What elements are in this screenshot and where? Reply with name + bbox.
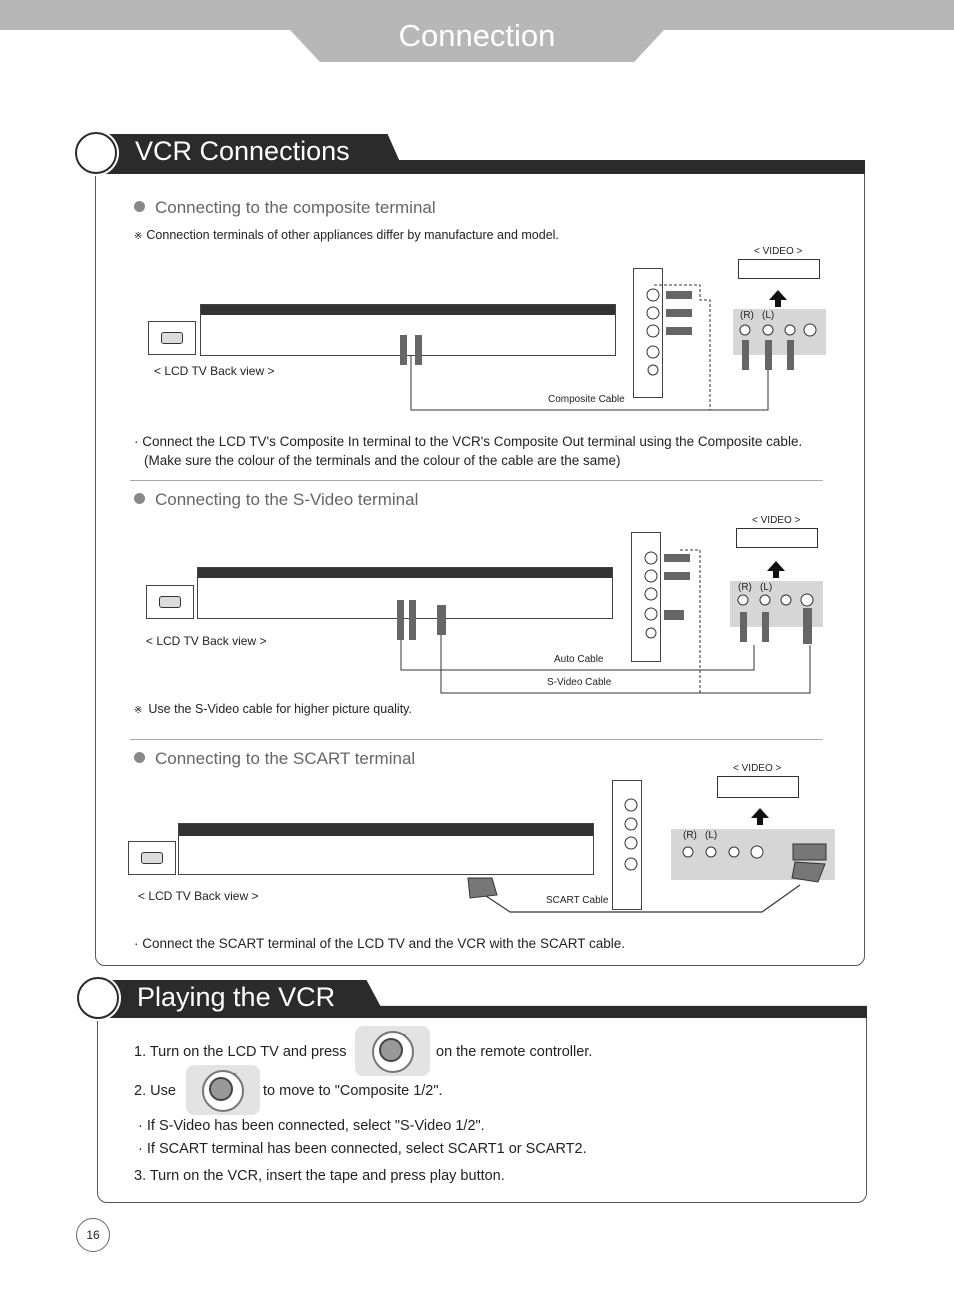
svideo-audio-cable-label: Auto Cable [554,654,604,665]
scart-heading: Connecting to the SCART terminal [134,749,415,769]
svideo-l-label: (L) [760,582,773,593]
scart-instruction: · Connect the SCART terminal of the LCD TV and the VCR with the SCART cable. [134,936,625,951]
source-button-image [186,1065,260,1115]
scart-select-note: · If SCART terminal has been connected, select SCART1 or SCART2. [138,1141,587,1157]
step-1-after: on the remote controller. [436,1044,593,1060]
playing-vcr-title: Playing the VCR [137,982,336,1012]
scart-l-label: (L) [705,830,718,841]
composite-video-label: < VIDEO > [754,246,803,257]
svideo-cable-label: S-Video Cable [547,677,612,688]
source-button-icon [209,1077,233,1101]
scart-video-label: < VIDEO > [733,763,782,774]
page-number: 16 [76,1218,110,1252]
composite-instruction-2: (Make sure the colour of the terminals and the colour of the cable are the same) [144,453,621,468]
composite-instruction-1: · Connect the LCD TV's Composite In terminal to the VCR's Composite Out terminal using the Composite cable. [134,434,803,449]
scart-cable-label: SCART Cable [546,895,609,906]
step-2-after: to move to "Composite 1/2". [263,1083,443,1099]
composite-tv-label: < LCD TV Back view > [154,364,275,378]
svideo-video-label: < VIDEO > [752,515,801,526]
svideo-heading: Connecting to the S-Video terminal [134,490,418,510]
svideo-r-label: (R) [738,582,752,593]
source-button-icon [379,1038,403,1062]
scart-tv-label: < LCD TV Back view > [138,889,259,903]
svideo-select-note: · If S-Video has been connected, select "S-Video 1/2". [138,1118,485,1134]
composite-heading: Connecting to the composite terminal [134,198,436,218]
svideo-note: ※ Use the S-Video cable for higher picture quality. [134,702,412,716]
step-1-text: 1. Turn on the LCD TV and press [134,1044,347,1060]
vcr-connections-title: VCR Connections [135,136,350,166]
section-circle-icon [77,977,119,1019]
composite-r-label: (R) [740,310,754,321]
step-2-text: 2. Use [134,1083,176,1099]
page-title: Connection [398,18,556,53]
step-3-text: 3. Turn on the VCR, insert the tape and press play button. [134,1168,505,1184]
source-button-image [355,1026,430,1076]
composite-l-label: (L) [762,310,775,321]
composite-note: ※ Connection terminals of other appliances differ by manufacture and model. [134,228,559,242]
composite-cable-label: Composite Cable [548,394,625,405]
scart-r-label: (R) [683,830,697,841]
svideo-tv-label: < LCD TV Back view > [146,634,267,648]
